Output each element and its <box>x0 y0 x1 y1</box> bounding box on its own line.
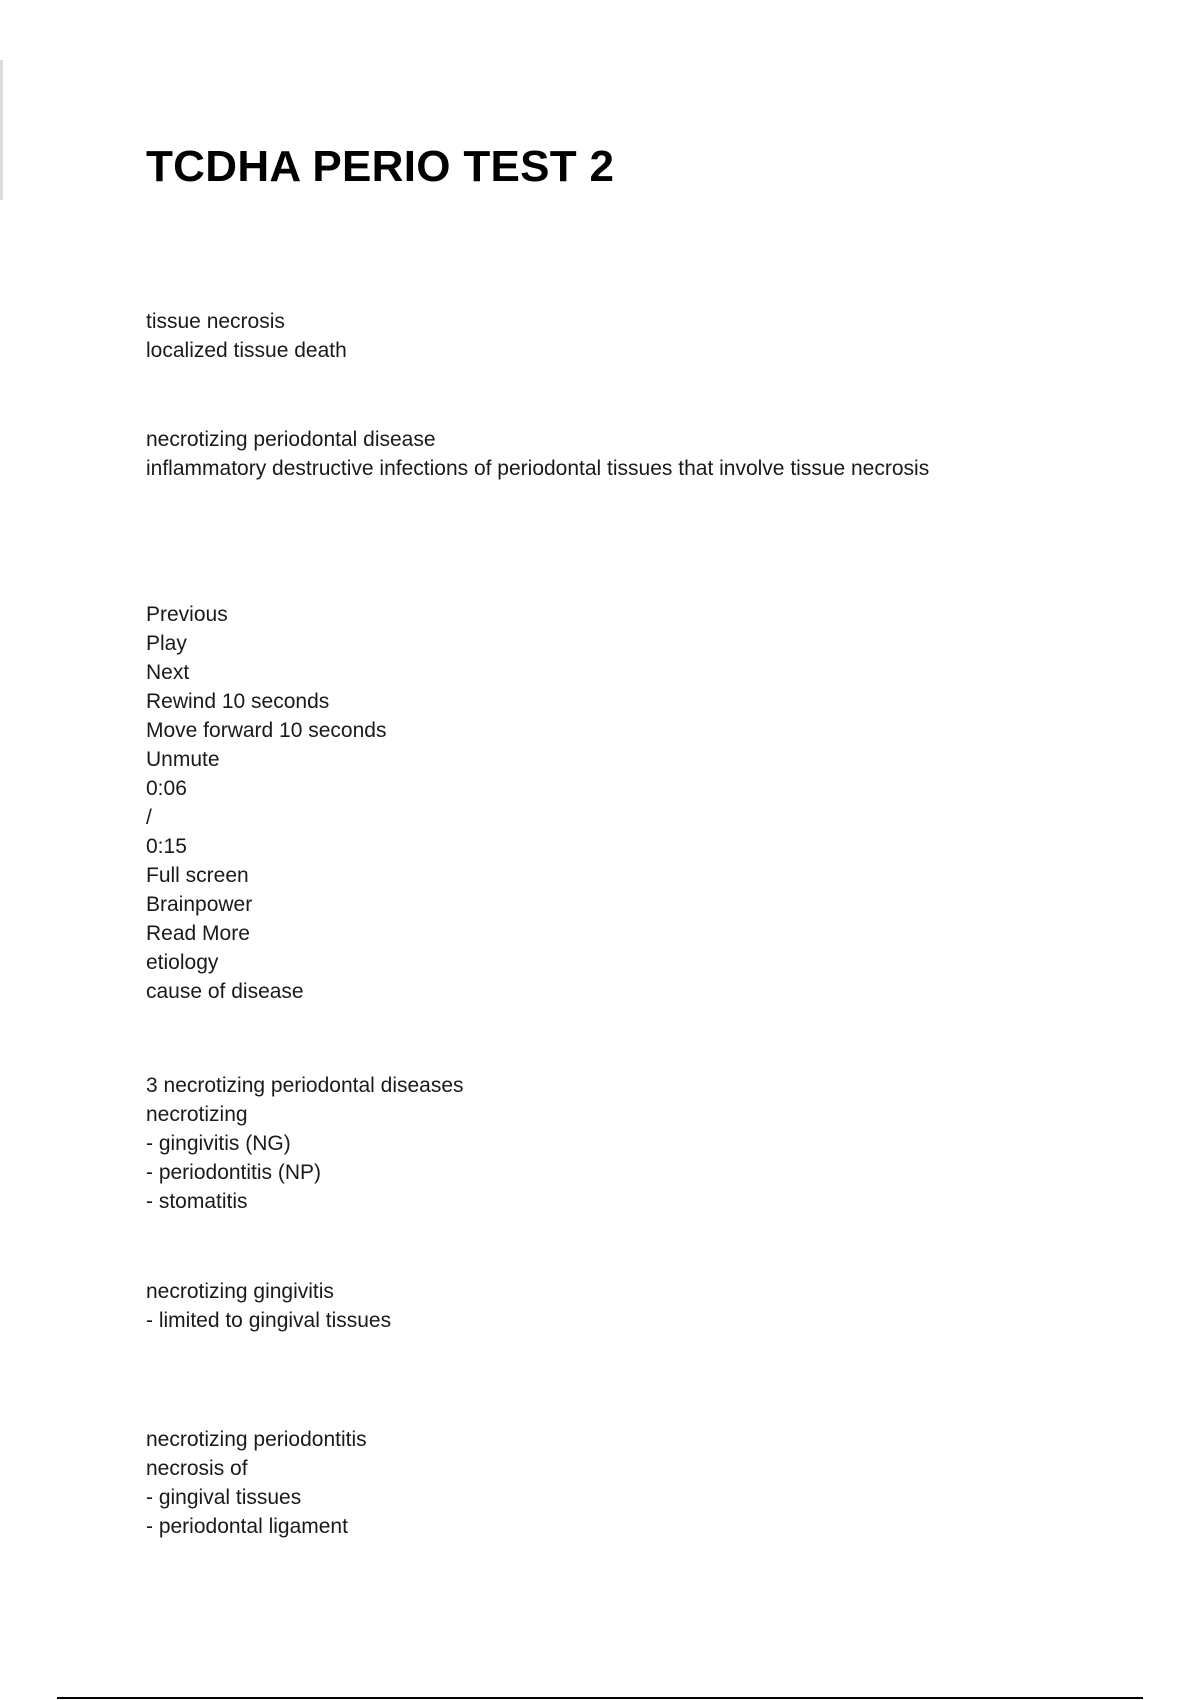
read-more-link[interactable]: Read More <box>146 922 250 945</box>
play-button[interactable]: Play <box>146 632 187 655</box>
duration: 0:15 <box>146 835 187 858</box>
unmute-button[interactable]: Unmute <box>146 748 220 771</box>
list-item: - gingival tissues <box>146 1486 302 1509</box>
page-title: TCDHA PERIO TEST 2 <box>146 142 615 191</box>
definition-line: inflammatory destructive infections of periodontal tissues that involve tissue necrosis <box>146 457 930 480</box>
list-item: - gingivitis (NG) <box>146 1132 291 1155</box>
full-screen-button[interactable]: Full screen <box>146 864 249 887</box>
term-line: tissue necrosis <box>146 310 285 333</box>
definition-line: necrosis of <box>146 1457 248 1480</box>
term-block-necrotizing-periodontitis <box>146 1425 367 1541</box>
footer-divider <box>57 1697 1143 1699</box>
definition-line: necrotizing <box>146 1103 248 1126</box>
definition-line: localized tissue death <box>146 339 347 362</box>
term-block-necrotizing-gingivitis <box>146 1277 391 1335</box>
current-time: 0:06 <box>146 777 187 800</box>
list-item: - periodontal ligament <box>146 1515 348 1538</box>
term-block-necrotizing-periodontal-disease <box>146 425 929 483</box>
list-item: - stomatitis <box>146 1190 248 1213</box>
previous-button[interactable]: Previous <box>146 603 228 626</box>
list-item: - limited to gingival tissues <box>146 1309 392 1332</box>
time-separator: / <box>146 806 152 829</box>
term-block-necrotizing-diseases <box>146 1071 464 1216</box>
term-line: 3 necrotizing periodontal diseases <box>146 1074 464 1097</box>
scan-edge-mark <box>0 60 3 200</box>
term-line: etiology <box>146 951 219 974</box>
list-item: - periodontitis (NP) <box>146 1161 322 1184</box>
forward-button[interactable]: Move forward 10 seconds <box>146 719 387 742</box>
rewind-button[interactable]: Rewind 10 seconds <box>146 690 330 713</box>
next-button[interactable]: Next <box>146 661 190 684</box>
term-line: necrotizing periodontitis <box>146 1428 367 1451</box>
definition-line: cause of disease <box>146 980 304 1003</box>
brainpower-label: Brainpower <box>146 893 253 916</box>
term-line: necrotizing periodontal disease <box>146 428 436 451</box>
media-player-text-block <box>146 600 386 1006</box>
term-line: necrotizing gingivitis <box>146 1280 334 1303</box>
term-block-tissue-necrosis <box>146 307 347 365</box>
